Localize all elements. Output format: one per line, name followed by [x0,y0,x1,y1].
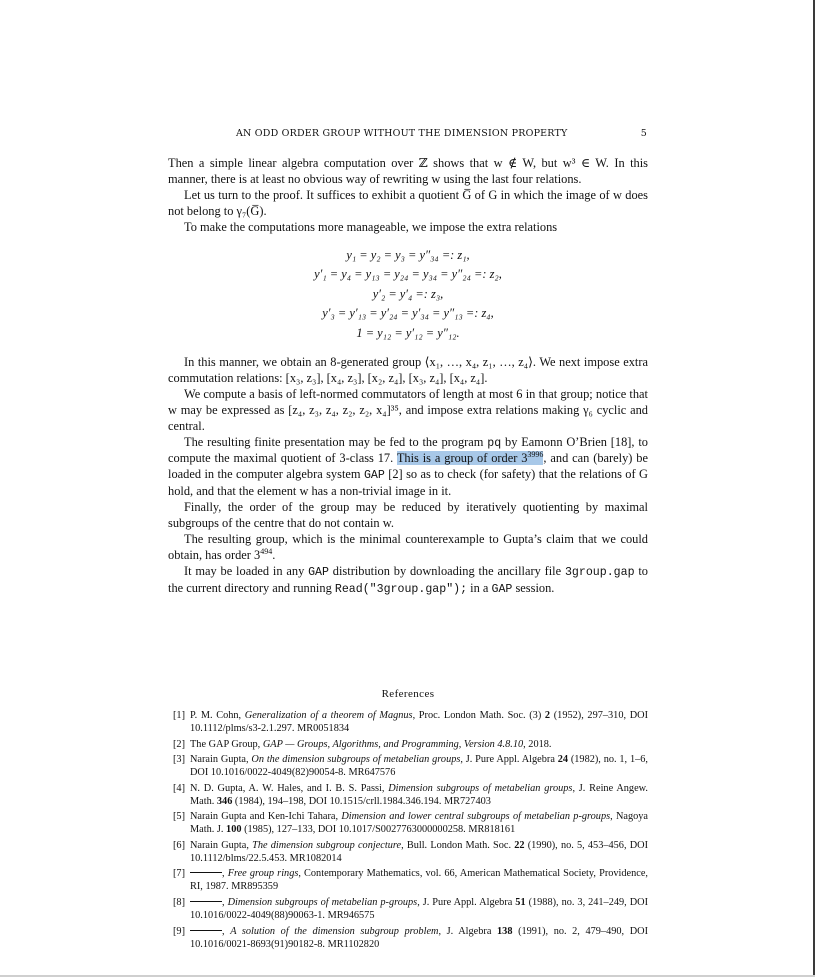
program-name-gap: GAP [308,565,329,579]
reference-volume: 22 [514,839,525,851]
references-list [168,709,648,953]
reference-item [168,753,648,779]
text-run: in a [467,580,492,595]
reference-authors: , [222,896,228,908]
reference-volume: 346 [216,795,233,807]
reference-venue: , J. Pure Appl. Algebra [417,896,516,908]
paragraph-7: Finally, the order of the group may be reduced by iteratively quotienting by maximal subgroups of the centre that do not contain w. [168,500,648,531]
reference-authors: The GAP Group, [190,738,263,750]
gap-command: Read("3group.gap"); [334,582,468,596]
reference-label: [8] [173,896,186,908]
reference-authors: Narain Gupta and Ken-Ichi Tahara, [190,811,342,823]
reference-authors: , [222,868,228,880]
reference-title: Generalization of a theorem of Magnus [244,710,413,721]
reference-volume: 2 [544,710,551,721]
reference-details: (1952), 297–310, DOI 10.1112/plms/s3-2.1.297. MR0051834 [190,710,649,735]
paragraph-2: Let us turn to the proof. It suffices to exhibit a quotient G̅ of G in which the image of w does not belong to γ₇(G̅). [168,187,648,218]
reference-label: [4] [173,782,186,794]
paragraph-6 [168,435,648,501]
reference-title: On the dimension subgroups of metabelian groups [251,754,461,766]
reference-label: [1] [173,710,186,721]
equation-4: y′₃ = y′₁₃ = y′₂₄ = y′₃₄ = y″₁₃ =: z₄, [322,306,494,321]
equation-1: y₁ = y₂ = y₃ = y″₃₄ =: z₁, [346,247,470,262]
reference-authors: Narain Gupta, [190,839,253,851]
paragraph-5: We compute a basis of left-normed commutators of length at most 6 in that group; notice that w may be expressed as [z₄, z₃, z₄, z₂, z₂, x₄]³⁵, and impose extra relations making γ₆ cyclic and central. [168,386,648,433]
reference-item [168,867,648,893]
reference-item [168,738,648,751]
equation-5: 1 = y₁₂ = y′₁₂ = y″₁₂. [356,325,460,340]
exponent: 494 [260,546,273,556]
text-run: The resulting group, which is the minimal counterexample to Gupta’s claim that we could obtain, has order 3 [168,532,648,562]
reference-title: GAP — Groups, Algorithms, and Programming, Version 4.8.10 [262,738,524,750]
reference-item [168,782,648,808]
paragraph-4: In this manner, we obtain an 8-generated group ⟨x₁, …, x₄, z₁, …, z₄⟩. We next impose extra commutation relations: [x₃, z₃], [x₄, z₃], [x₂, z₄], [x₃, z₄], [x₄, z₄]. [168,355,648,385]
reference-label: [3] [173,754,186,766]
reference-authors: , [222,925,231,937]
text-run: [2] so as to check (for safety) that the relations of G hold, and that the element w has a non-trivial image in it. [168,467,648,499]
reference-authors: P. M. Cohn, [190,710,245,721]
paragraph-8 [168,532,648,564]
reference-details: (1984), 194–198, DOI 10.1515/crll.1984.346.194. MR727403 [232,795,491,807]
reference-item [168,810,648,836]
text-run: It may be loaded in any [184,563,309,578]
header-title: AN ODD ORDER GROUP WITHOUT THE DIMENSION PROPERTY [236,128,568,139]
reference-details: (1985), 127–133, DOI 10.1017/S0027763000000258. MR818161 [241,824,516,836]
same-author-dash [190,872,222,873]
same-author-dash [190,930,222,931]
reference-venue: , Bull. London Math. Soc. [401,839,515,851]
paragraph-9 [168,564,648,598]
reference-label: [9] [173,925,186,937]
reference-item [168,709,648,735]
reference-volume: 51 [515,896,526,908]
reference-venue: , 2018. [523,738,552,750]
paragraph-1: Then a simple linear algebra computation over ℤ shows that w ∉ W, but w³ ∈ W. In this manner, there is at least no obvious way of rewriting w using the last four relations. [168,156,648,186]
file-name: 3group.gap [564,565,635,579]
reference-authors: N. D. Gupta, A. W. Hales, and I. B. S. Passi, [190,782,389,794]
program-name-gap: GAP [491,582,513,596]
reference-title: Dimension subgroups of metabelian groups [388,782,573,794]
reference-title: The dimension subgroup conjecture [252,839,402,851]
same-author-dash [190,901,222,902]
reference-title: A solution of the dimension subgroup problem [230,925,439,937]
reference-item [168,896,648,922]
reference-volume: 100 [226,824,242,836]
main-text [168,156,648,598]
reference-title: Free group rings [227,868,299,880]
reference-label: [2] [173,738,186,750]
reference-label: [7] [173,868,186,880]
reference-details: (1990), no. 5, 453–456, DOI 10.1112/blms/22.5.453. MR1082014 [190,839,649,864]
text-run: session. [512,580,555,595]
text-run: . [272,547,276,562]
reference-label: [5] [173,811,186,823]
reference-details: (1988), no. 3, 241–249, DOI 10.1016/0022-4049(88)90063-1. MR946575 [190,896,649,922]
reference-title: Dimension and lower central subgroups of metabelian p-groups [341,811,611,823]
reference-item [168,925,648,951]
reference-details: (1991), no. 2, 479–490, DOI 10.1016/0021-8693(91)90182-8. MR1102820 [190,925,648,950]
equation-2: y′₁ = y₄ = y₁₃ = y₂₄ = y₃₄ = y″₂₄ =: z₂, [314,267,502,282]
highlighted-text: This is a group of order 3 [396,451,528,466]
reference-details: (1982), no. 1, 1–6, DOI 10.1016/0022-4049(82)90054-8. MR647576 [190,754,648,779]
text-selection-highlight[interactable] [397,451,544,465]
reference-title: Dimension subgroups of metabelian p-groups [227,896,418,908]
text-run: distribution by downloading the ancillary file [328,563,565,578]
page-number: 5 [640,128,647,139]
display-equations [168,246,648,344]
reference-venue: , J. Pure Appl. Algebra [460,754,558,766]
text-run: to the current directory and running [168,563,648,595]
text-run: by Eamonn O’Brien [18], to compute the maximal quotient of 3-class 17. [168,434,648,466]
paragraph-3: To make the computations more manageable, we impose the extra relations [184,219,558,234]
program-name-pq: pq [487,436,502,450]
reference-venue: , J. Reine Angew. Math. [190,782,648,807]
reference-venue: , Proc. London Math. Soc. (3) [412,710,545,721]
text-run: , and can (barely) be loaded in the computer algebra system [168,451,648,482]
reference-volume: 138 [497,925,513,937]
equation-3: y′₂ = y′₄ =: z₃, [372,286,444,301]
references-heading: References [381,688,435,700]
program-name-gap: GAP [363,469,385,483]
reference-venue: , Contemporary Mathematics, vol. 66, American Mathematical Society, Providence, RI, 1987. MR895359 [190,868,648,893]
reference-venue: , Nagoya Math. J. [190,811,648,836]
exponent: 3996 [527,450,544,460]
reference-volume: 24 [557,754,569,766]
reference-authors: Narain Gupta, [190,754,252,766]
reference-venue: , J. Algebra [438,925,498,937]
text-run: The resulting finite presentation may be fed to the program [184,434,488,449]
reference-label: [6] [173,839,186,851]
reference-item [168,839,648,865]
